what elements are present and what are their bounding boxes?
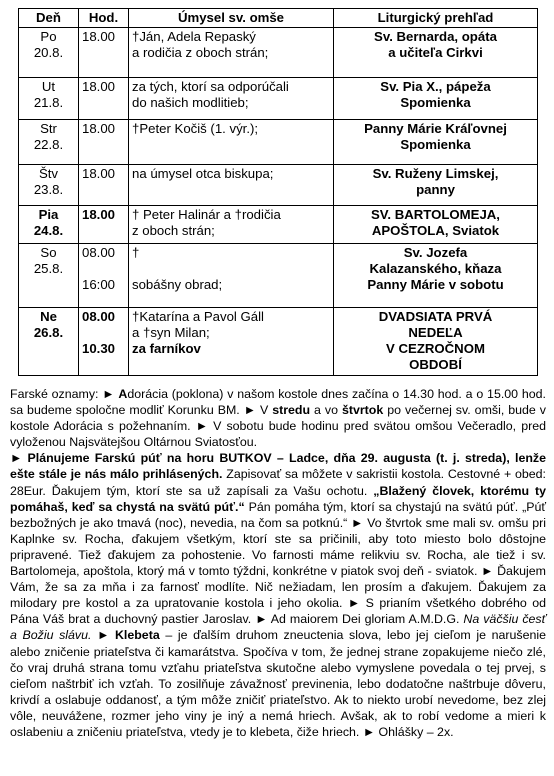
time-cell xyxy=(79,28,129,78)
intention-line: †Katarína a Pavol Gáll xyxy=(132,309,264,324)
day-cell xyxy=(19,244,79,308)
intention-line: sobášny obrad; xyxy=(132,277,223,292)
header-time: Hod. xyxy=(79,9,129,28)
day-cell xyxy=(19,165,79,206)
liturgy-cell xyxy=(334,120,538,165)
intention-line: †Ján, Adela Repaský xyxy=(132,29,256,44)
liturgy-line: Spomienka xyxy=(400,137,471,152)
liturgy-cell xyxy=(334,206,538,244)
day-name: Ut xyxy=(41,79,56,94)
intention-line: do našich modlitieb; xyxy=(132,95,249,110)
liturgy-cell xyxy=(334,28,538,78)
day-date: 20.8. xyxy=(33,45,64,60)
day-date: 23.8. xyxy=(33,182,64,197)
mass-time: 18.00 xyxy=(82,79,116,94)
liturgy-line: APOŠTOLA, Sviatok xyxy=(371,223,500,238)
time-cell xyxy=(79,78,129,120)
mass-time: 08.00 xyxy=(82,245,116,260)
intention-cell xyxy=(129,120,334,165)
intention-cell xyxy=(129,78,334,120)
liturgy-line: Sv. Pia X., pápeža xyxy=(380,79,491,94)
day-name: Pia xyxy=(38,207,59,222)
header-intention: Úmysel sv. omše xyxy=(129,9,334,28)
liturgy-cell xyxy=(334,78,538,120)
intention-cell xyxy=(129,206,334,244)
liturgy-line: Spomienka xyxy=(400,95,471,110)
announcement-paragraph: ► Plánujeme Farskú púť na horu BUTKOV – Ladce, dňa 29. augusta (t. j. streda), lenže ešte stále je nás málo prihlásených. Zapisovať sa môžete v sakristii kostola. Cestovné + obed: 28Eur. Ďakujem tým, ktorí ste sa už zapísali za Vašu ochotu. „Blažený človek, ktorému ty pomáhaš, keď sa chystá na svätú púť.“ Pán pomáha tým, ktorí sa chystajú na svätú púť. „Púť bezbožných je ako tmavá (noc), nevedia, na čom sa potknú.“ ► Vo štvrtok sme mali sv. omšu pri Kaplnke sv. Rocha, ďakujem všetkým, ktorí ste sa pričinili, aby toto miesto bolo dôstojne pripravené. Tiež ďakujem za pohostenie. Vo farnosti máme relikviu sv. Rocha, ale tiež i sv. Bartolomeja, apoštola, ktorý má v tomto týždni, konkrétne v piatok svoj deň - sviatok. ► Ďakujem Vám, že sa za mňa i za farnosť modlíte. Nič nežiadam, len prosím a ďakujem. Ďakujem za milodary pre kostol a za upratovanie kostola i jeho okolia. ► S prianím všetkého dobrého od Pána Váš brat a duchovný pastier Jaroslav. ► Ad maiorem Dei gloriam A.M.D.G. Na väčšiu česť a Božiu slávu. ► Klebeta – je ďalším druhom zneuctenia slova, lebo jej cieľom je narušenie alebo zničenie priateľstva či kamarátstva. Spočíva v tom, že jednej strane zopakujeme niečo zlé, čo vraj druhá strana tomu vzťahu priateľstva skutočne alebo vymyslene povedala o tej prvej, s cieľom naštrbiť ich vzťah. To zosilňuje závažnosť previnenia, lebo dodatočne naštrbuje dôveru, krivdí a oslabuje oddanosť, a tým môže zničiť priateľstvo. Ak to niekto urobí nevedome, bez zlej vôle, neuvážene, rozmer jeho viny je iný a nemá hriech. Avšak, ak to robí vedome a mieri k oslabeniu a zničeniu priateľstva, vtedy je to klebeta, čiže hriech. ► Ohlášky – 2x. xyxy=(10,451,546,739)
parish-announcements xyxy=(10,386,546,740)
day-date: 22.8. xyxy=(33,137,64,152)
time-cell xyxy=(79,308,129,376)
day-name: Po xyxy=(40,29,57,44)
day-cell xyxy=(19,308,79,376)
intention-line: za farníkov xyxy=(132,341,201,356)
intention-line: a †syn Milan; xyxy=(132,325,210,340)
time-cell xyxy=(79,165,129,206)
header-day: Deň xyxy=(19,9,79,28)
day-cell xyxy=(19,78,79,120)
intention-line: † Peter Halinár a †rodičia xyxy=(132,207,281,222)
intention-line: za tých, ktorí sa odporúčali xyxy=(132,79,289,94)
liturgy-line: SV. BARTOLOMEJA, xyxy=(371,207,500,222)
liturgy-line: panny xyxy=(416,182,455,197)
day-cell xyxy=(19,120,79,165)
liturgy-line: Sv. Ruženy Limskej, xyxy=(372,166,499,181)
liturgy-line: Kalazanského, kňaza xyxy=(369,261,502,276)
intention-cell xyxy=(129,308,334,376)
mass-time: 10.30 xyxy=(82,341,116,356)
liturgy-line: NEDEĽA xyxy=(408,325,463,340)
table-header-row xyxy=(19,9,538,28)
mass-schedule-table xyxy=(18,8,538,376)
day-date: 25.8. xyxy=(33,261,64,276)
liturgy-line: Sv. Bernarda, opáta xyxy=(374,29,497,44)
day-cell xyxy=(19,206,79,244)
day-name: So xyxy=(40,245,57,260)
time-cell xyxy=(79,206,129,244)
mass-time: 18.00 xyxy=(82,29,116,44)
pilgrimage-notice: ► Plánujeme Farskú púť na horu BUTKOV – Ladce, dňa 29. augusta (t. j. streda), lenže ešte stále je nás málo prihlásených. xyxy=(10,451,546,482)
intention-line: †Peter Kočiš (1. výr.); xyxy=(132,121,259,136)
table-row xyxy=(19,165,538,206)
day-date: 21.8. xyxy=(33,95,64,110)
header-liturgy: Liturgický prehľad xyxy=(334,9,538,28)
intention-line: na úmysel otca biskupa; xyxy=(132,166,274,181)
announcement-paragraph: Farské oznamy: ► Adorácia (poklona) v našom kostole dnes začína o 14.30 hod. a o 15.00 hod. sa budeme spoločne modliť Korunku BM. ► V stredu a vo štvrtok po večernej sv. omši, bude v kostole Adorácia s požehnaním. ► V sobotu bude hodinu pred svätou omšou Večeradlo, pred vyloženou Najsvätejšou Oltárnou Sviatosťou. xyxy=(10,387,546,450)
day-cell xyxy=(19,28,79,78)
liturgy-cell xyxy=(334,244,538,308)
time-cell xyxy=(79,244,129,308)
liturgy-line: DVADSIATA PRVÁ xyxy=(378,309,493,324)
intention-cell xyxy=(129,244,334,308)
mass-time: 18.00 xyxy=(82,166,116,181)
table-row xyxy=(19,308,538,376)
liturgy-line: Sv. Jozefa xyxy=(403,245,468,260)
mass-time: 18.00 xyxy=(82,121,116,136)
table-row xyxy=(19,206,538,244)
liturgy-line: Panny Márie v sobotu xyxy=(367,277,504,292)
liturgy-cell xyxy=(334,308,538,376)
liturgy-cell xyxy=(334,165,538,206)
intention-cell xyxy=(129,28,334,78)
liturgy-line: Panny Márie Kráľovnej xyxy=(364,121,507,136)
table-row xyxy=(19,244,538,308)
day-name: Str xyxy=(40,121,57,136)
liturgy-line: V CEZROČNOM xyxy=(386,341,485,356)
intention-line: z oboch strán; xyxy=(132,223,215,238)
liturgy-line: OBDOBÍ xyxy=(409,357,462,372)
time-cell xyxy=(79,120,129,165)
liturgy-line: a učiteľa Cirkvi xyxy=(388,45,483,60)
intention-cell xyxy=(129,165,334,206)
day-date: 26.8. xyxy=(33,325,64,340)
day-date: 24.8. xyxy=(33,223,64,238)
day-name: Štv xyxy=(38,166,59,181)
mass-time: 16:00 xyxy=(82,277,116,292)
psalm-quote: „Blažený človek, ktorému ty pomáhaš, keď sa chystá na svätú púť.“ xyxy=(10,483,546,514)
table-row xyxy=(19,120,538,165)
mass-time: 18.00 xyxy=(82,207,116,222)
day-name: Ne xyxy=(40,309,57,324)
intention-line: † xyxy=(132,245,140,260)
table-row xyxy=(19,28,538,78)
mass-time: 08.00 xyxy=(82,309,116,324)
intention-line: a rodičia z oboch strán; xyxy=(132,45,269,60)
table-row xyxy=(19,78,538,120)
